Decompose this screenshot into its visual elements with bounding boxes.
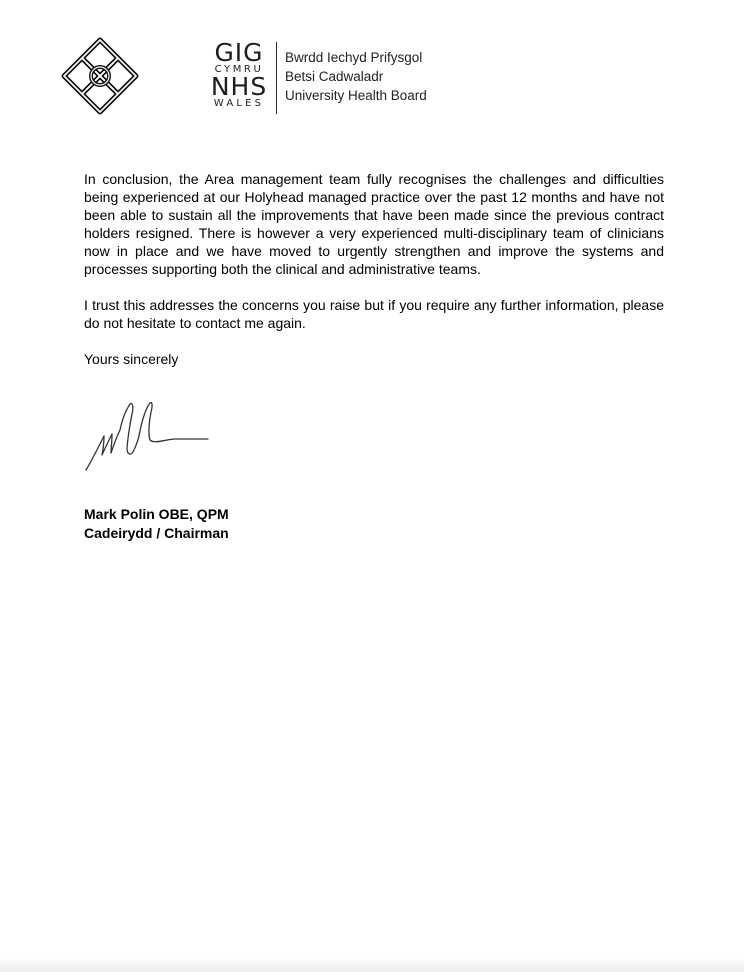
signatory-name: Mark Polin OBE, QPM — [84, 506, 229, 522]
board-name-line-3: University Health Board — [285, 88, 427, 103]
letter-body — [84, 170, 664, 368]
body-paragraph-1: In conclusion, the Area management team fully recognises the challenges and difficulties being experienced at our Holyhead managed practice over the past 12 months and have not been able to sustain all the improvements that have been made since the previous contract holders resigned. There is however a very experienced multi-disciplinary team of clinicians now in place and we have moved to urgently strengthen and improve the systems and processes supporting both the clinical and administrative teams. — [84, 171, 664, 277]
celtic-knot-icon — [60, 36, 140, 116]
logo-wales: WALES — [213, 98, 265, 109]
handwritten-signature — [84, 400, 214, 476]
letterhead-logo — [60, 36, 427, 116]
board-name-line-2: Betsi Cadwaladr — [285, 69, 384, 84]
signatory-title: Cadeirydd / Chairman — [84, 525, 229, 541]
logo-gig: GIG — [214, 38, 264, 67]
board-name-line-1: Bwrdd Iechyd Prifysgol — [285, 50, 423, 65]
logo-nhs: NHS — [210, 72, 268, 101]
health-board-name — [285, 48, 427, 105]
nhs-wales-wordmark — [208, 38, 270, 110]
closing-line: Yours sincerely — [84, 351, 179, 367]
body-paragraph-2: I trust this addresses the concerns you raise but if you require any further information, please do not hesitate to contact me again. — [84, 297, 664, 331]
logo-divider — [276, 42, 277, 114]
signatory-block — [84, 505, 229, 543]
logo-cymru: CYMRU — [214, 64, 264, 75]
page-bottom-shade — [0, 958, 744, 972]
